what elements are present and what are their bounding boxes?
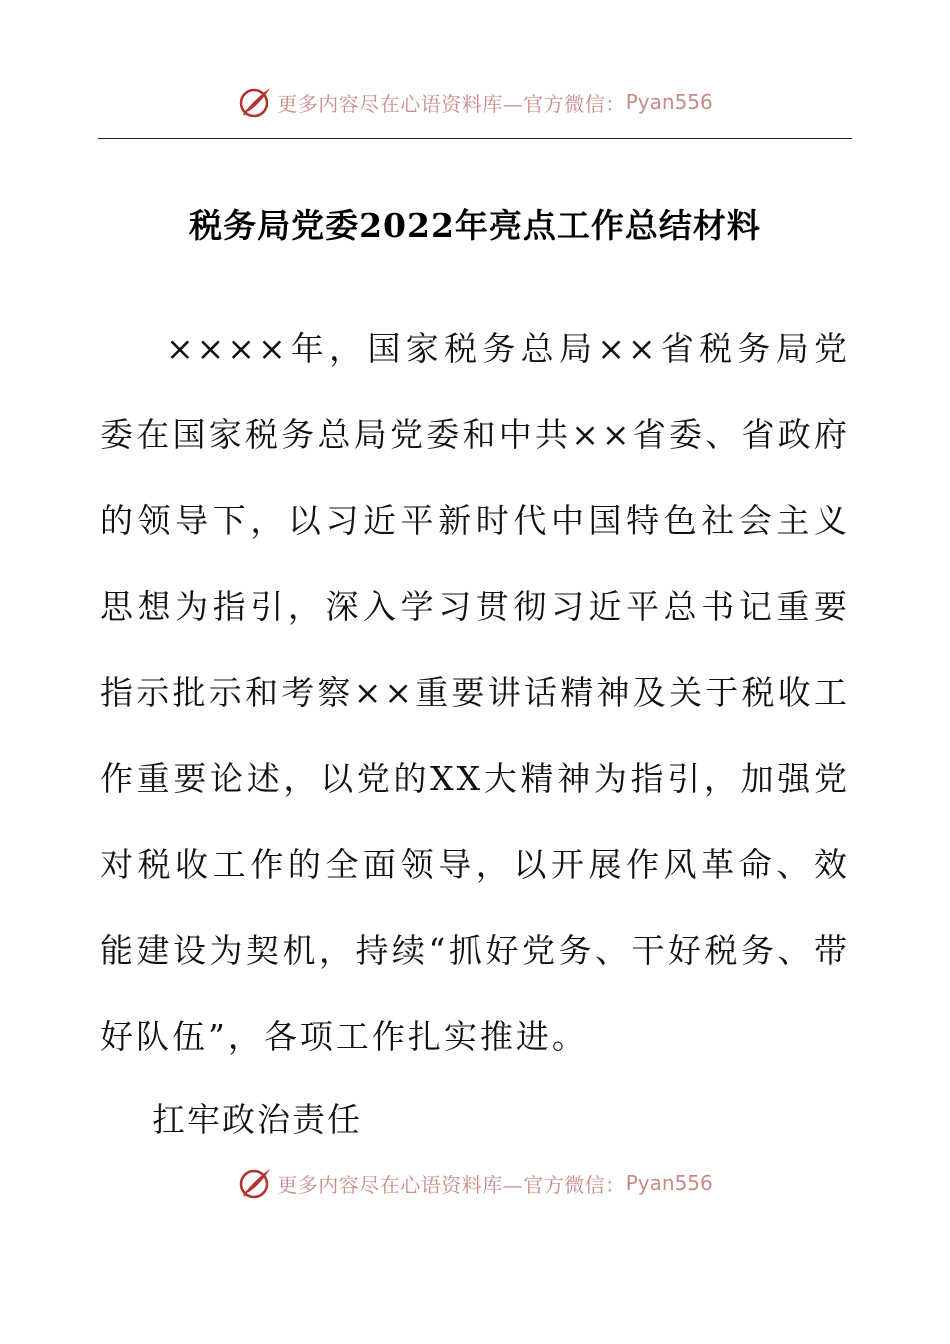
footer-wechat-id: Pyan556	[625, 1171, 713, 1195]
footer-banner-text: 更多内容尽在心语资料库—官方微信：	[277, 1172, 626, 1197]
paragraph: ××××年，国家税务总局××省税务局党委在国家税务总局党委和中共××省委、省政府的领导下，以习近平新时代中国特色社会主义思想为指引，深入学习贯彻习近平总书记重要指示批示和考察××重要讲话精神及关于税收工作重要论述，以党的XX大精神为指引，加强党对税收工作的全面领导，以开展作风革命、效能建设为契机，持续“抓好党务、干好税务、带好队伍”，各项工作扎实推进。	[100, 329, 850, 1056]
quill-logo-icon	[237, 1165, 273, 1201]
header-divider	[98, 138, 852, 139]
footer-banner	[0, 1163, 950, 1203]
header-wechat-id: Pyan556	[625, 90, 713, 114]
document-body	[100, 306, 850, 1080]
header-banner-text: 更多内容尽在心语资料库—官方微信：	[277, 91, 626, 116]
header-banner	[0, 82, 950, 122]
quill-logo-icon	[237, 84, 273, 120]
document-title: 税务局党委2022年亮点工作总结材料	[189, 206, 761, 245]
section-heading: 扛牢政治责任	[152, 1100, 362, 1139]
